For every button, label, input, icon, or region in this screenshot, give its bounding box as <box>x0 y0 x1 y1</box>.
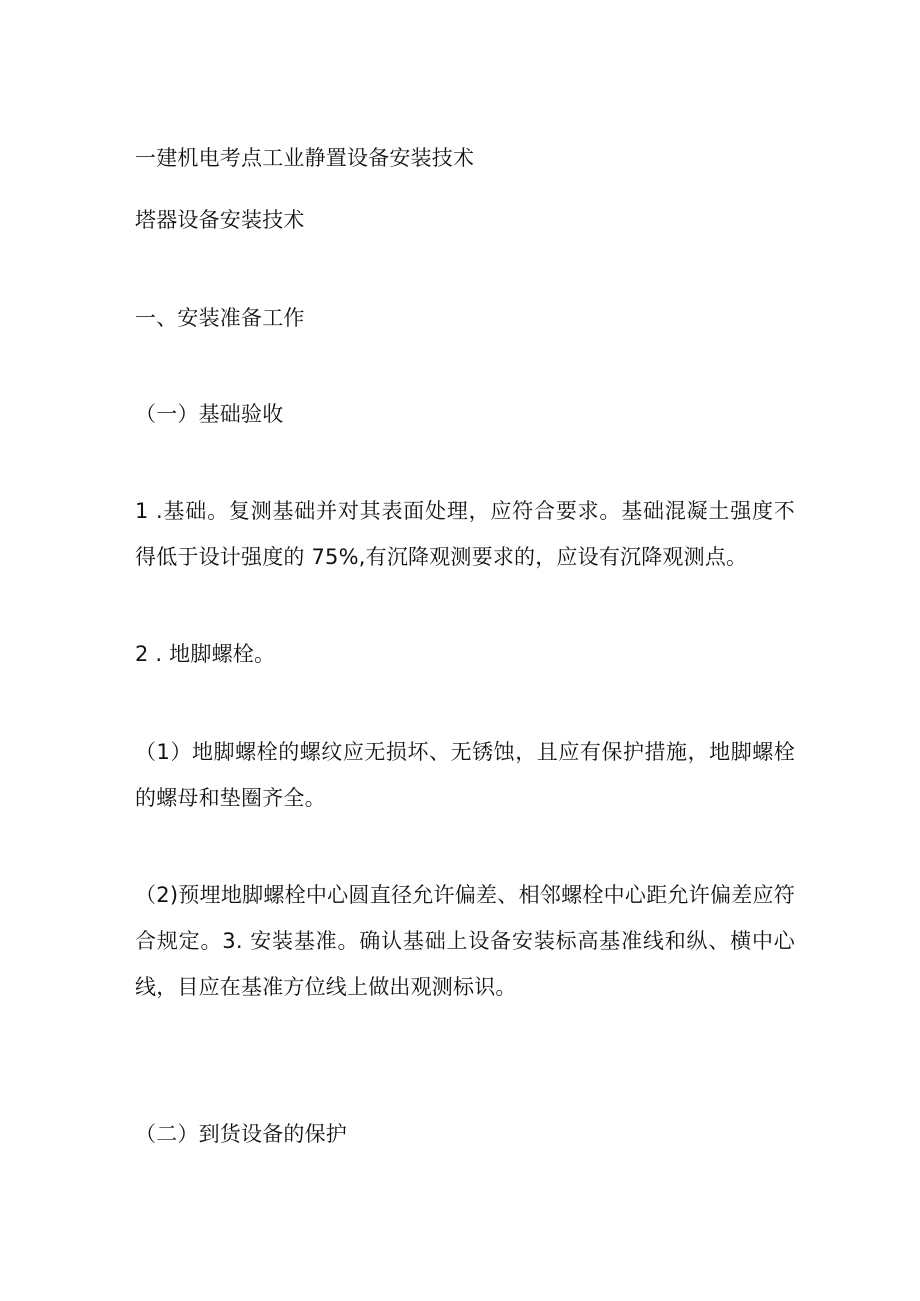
document-title: 一建机电考点工业静置设备安装技术 <box>135 146 475 170</box>
paragraph-bolt-thread-line-2: 的螺母和垫圈齐全。 <box>135 786 326 810</box>
subsection-heading-2: （二）到货设备的保护 <box>135 1122 347 1146</box>
document-subtitle: 塔器设备安装技术 <box>135 208 305 232</box>
paragraph-bolt-deviation-line-1: （2)预埋地脚螺栓中心圆直径允许偏差、相邻螺栓中心距允许偏差应符 <box>135 883 795 907</box>
paragraph-bolt-deviation-line-2: 合规定。3. 安装基准。确认基础上设备安装标高基准线和纵、横中心 <box>135 929 795 953</box>
paragraph-foundation-line-2: 得低于设计强度的 75%,有沉降观测要求的，应设有沉降观测点。 <box>135 545 748 569</box>
item-anchor-bolts: 2 . 地脚螺栓。 <box>135 642 276 666</box>
paragraph-foundation-line-1: 1 .基础。复测基础并对其表面处理，应符合要求。基础混凝土强度不 <box>135 499 795 523</box>
subsection-heading-1: （一）基础验收 <box>135 402 284 426</box>
paragraph-bolt-deviation-line-3: 线，目应在基准方位线上做出观测标识。 <box>135 975 517 999</box>
paragraph-bolt-thread-line-1: （1）地脚螺栓的螺纹应无损坏、无锈蚀，且应有保护措施，地脚螺栓 <box>135 740 795 764</box>
section-heading-1: 一、安装准备工作 <box>135 306 305 330</box>
